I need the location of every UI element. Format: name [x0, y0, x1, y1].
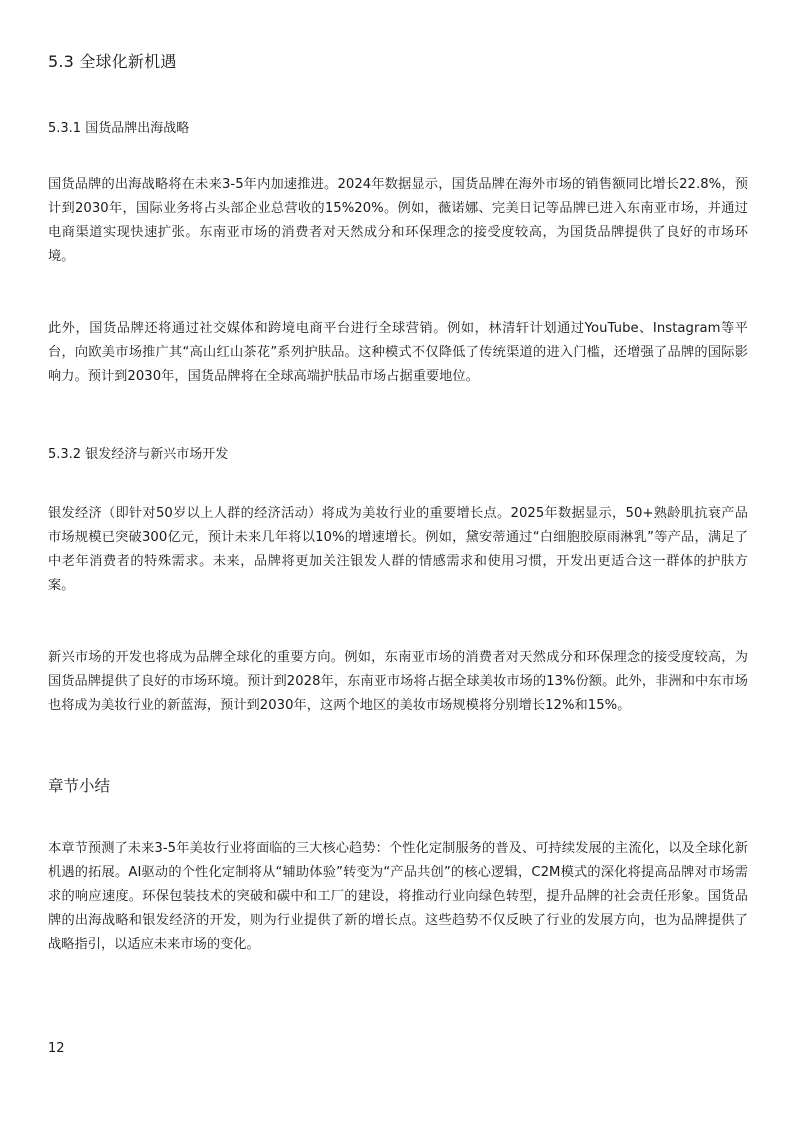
chapter-summary-heading: 章节小结	[48, 777, 111, 795]
section-heading-5-3: 5.3 全球化新机遇	[48, 52, 177, 71]
paragraph-emerging-markets-2: 新兴市场的开发也将成为品牌全球化的重要方向。例如，东南亚市场的消费者对天然成分和环保理念的接受度较高，为国货品牌提供了良好的市场环境。预计到2028年，东南亚市场将占据全球美妆市场的13%份额。此外，非洲和中东市场也将成为美妆行业的新蓝海，预计到2030年，这两个地区的美妆市场规模将分别增长12%和15%。	[48, 650, 748, 713]
subsection-heading-5-3-1: 5.3.1 国货品牌出海战略	[48, 121, 190, 136]
paragraph-silver-economy-1: 银发经济（即针对50岁以上人群的经济活动）将成为美妆行业的重要增长点。2025年数据显示，50+熟龄肌抗衰产品市场规模已突破300亿元，预计未来几年将以10%的增速增长。例如，黛安蒂通过“白细胞胶原雨淋乳”等产品，满足了中老年消费者的特殊需求。未来，品牌将更加关注银发人群的情感需求和使用习惯，开发出更适合这一群体的护肤方案。	[48, 506, 748, 593]
chapter-summary-paragraph: 本章节预测了未来3-5年美妆行业将面临的三大核心趋势：个性化定制服务的普及、可持续发展的主流化，以及全球化新机遇的拓展。AI驱动的个性化定制将从“辅助体验”转变为“产品共创”的核心逻辑，C2M模式的深化将提高品牌对市场需求的响应速度。环保包装技术的突破和碳中和工厂的建设，将推动行业向绿色转型，提升品牌的社会责任形象。国货品牌的出海战略和银发经济的开发，则为行业提供了新的增长点。这些趋势不仅反映了行业的发展方向，也为品牌提供了战略指引，以适应未来市场的变化。	[48, 841, 748, 952]
page-number: 12	[48, 1041, 65, 1056]
paragraph-overseas-strategy-1: 国货品牌的出海战略将在未来3-5年内加速推进。2024年数据显示，国货品牌在海外市场的销售额同比增长22.8%，预计到2030年，国际业务将占头部企业总营收的15%20%。例如，薇诺娜、完美日记等品牌已进入东南亚市场，并通过电商渠道实现快速扩张。东南亚市场的消费者对天然成分和环保理念的接受度较高，为国货品牌提供了良好的市场环境。	[48, 177, 748, 264]
subsection-heading-5-3-2: 5.3.2 银发经济与新兴市场开发	[48, 447, 229, 462]
paragraph-overseas-strategy-2: 此外，国货品牌还将通过社交媒体和跨境电商平台进行全球营销。例如，林清轩计划通过YouTube、Instagram等平台，向欧美市场推广其“高山红山茶花”系列护肤品。这种模式不仅降低了传统渠道的进入门槛，还增强了品牌的国际影响力。预计到2030年，国货品牌将在全球高端护肤品市场占据重要地位。	[48, 321, 748, 384]
